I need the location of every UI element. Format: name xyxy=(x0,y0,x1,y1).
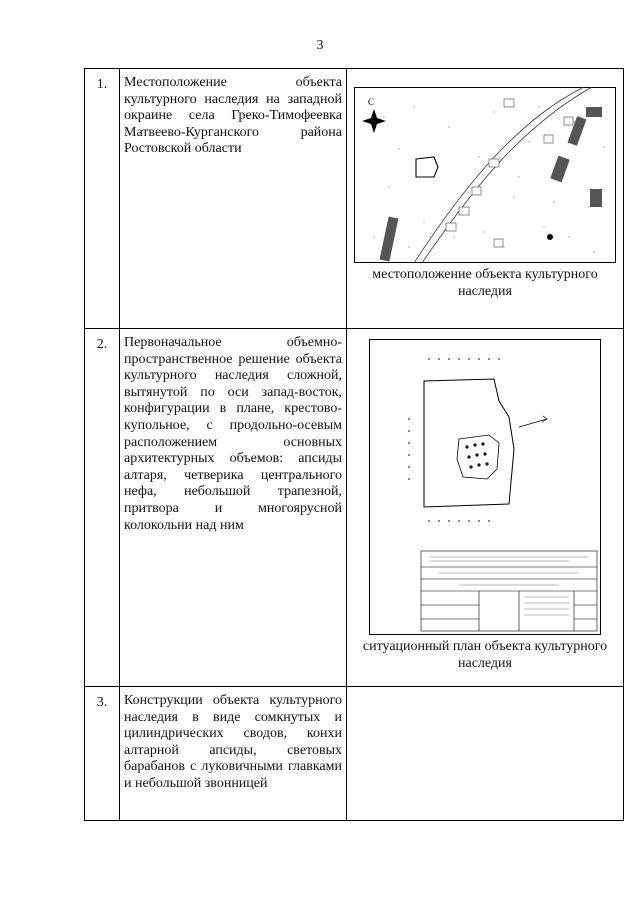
location-map xyxy=(354,87,616,263)
row-description-cell xyxy=(120,329,347,687)
row-number: 3. xyxy=(85,687,120,821)
table-row-1 xyxy=(85,69,624,329)
row-number: 2. xyxy=(85,329,120,687)
plan-image-cell xyxy=(347,329,624,687)
table-row-2 xyxy=(85,329,624,687)
north-label: С xyxy=(368,97,375,107)
location-caption: местоположение объекта культурного наследия xyxy=(372,267,598,299)
location-description: Местоположение объекта культурного наследия на западной окраине села Греко-Тимофеевка Матвеево-Курганского района Ростовской области xyxy=(124,75,342,157)
marker-icon xyxy=(547,234,553,240)
row-description-cell xyxy=(120,69,347,329)
plan-caption: ситуационный план объекта культурного наследия xyxy=(362,639,608,671)
church-footprint xyxy=(457,435,499,479)
table-row-3 xyxy=(85,687,624,821)
situation-plan xyxy=(369,339,601,635)
row-number: 1. xyxy=(85,69,120,329)
empty-image-cell xyxy=(347,687,624,821)
page-number: 3 xyxy=(316,38,324,53)
spatial-description: Первоначальное объемно-пространственное решение объекта культурного наследия сложной, вытянутой по оси запад-восток, конфигурации в плане, крестово-купольное, с продольно-осевым расположением основных архитектурных объемов: апсиды алтаря, четверика центрального нефа, небольшой трапезной, притвора и многоярусной колокольни над ним xyxy=(124,335,342,533)
row-description-cell xyxy=(120,687,347,821)
structure-description: Конструкции объекта культурного наследия в виде сомкнутых и цилиндрических сводов, конхи алтарной апсиды, световых барабанов с луковичными главками и небольшой звонницей xyxy=(124,693,342,791)
heritage-table xyxy=(84,68,624,821)
location-image-cell xyxy=(347,69,624,329)
